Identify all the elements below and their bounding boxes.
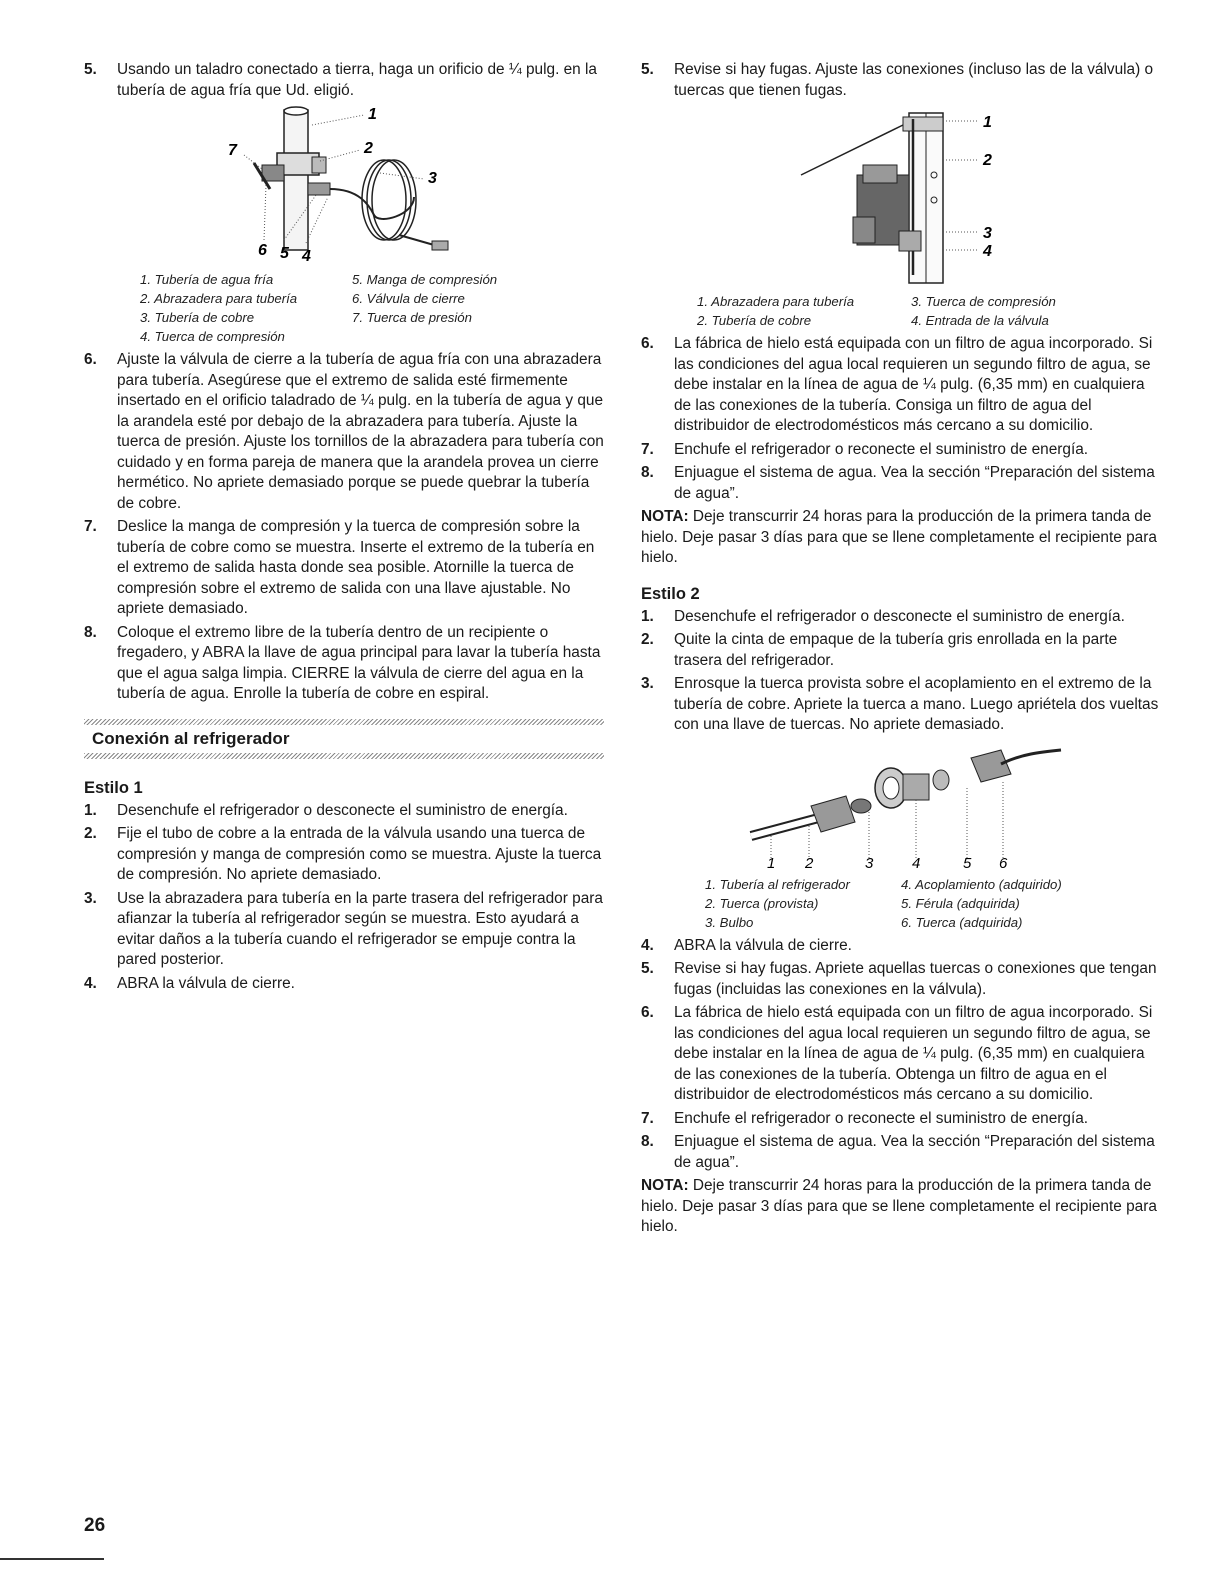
step-number: 5.: [641, 960, 654, 977]
instruction-step: [84, 350, 604, 514]
step-number: 1.: [641, 607, 654, 625]
step-number: 1.: [84, 801, 97, 819]
figure-callout: 1: [767, 854, 776, 870]
step-text: ABRA la válvula de cierre.: [117, 974, 295, 992]
step-text: La fábrica de hielo está equipada con un filtro de agua incorporado. Si las condiciones del agua local requieren un segundo filtro de agua, se debe instalar en la línea de agua de ¼ pulg. (6,35 mm) en cualquiera de las conexiones de la tubería. Consiga un filtro de agua del distribuidor de electrodomésticos más cercano a su domicilio.: [674, 335, 1153, 434]
figure-callout: 1: [368, 106, 377, 123]
step-text: Enchufe el refrigerador o reconecte el suministro de energía.: [674, 1109, 1089, 1127]
figure-caption: 4. Tuerca de compresión: [140, 329, 285, 344]
step-text: Enchufe el refrigerador o reconecte el suministro de energía.: [674, 440, 1089, 458]
step-text: ABRA la válvula de cierre.: [674, 936, 852, 954]
instruction-step: [84, 801, 604, 822]
step-number: 6.: [84, 351, 97, 368]
note-label: NOTA:: [641, 508, 689, 525]
figure-caption: 4. Acoplamiento (adquirido): [901, 876, 1062, 892]
instruction-step: [641, 463, 1161, 504]
instruction-step: [641, 959, 1161, 1000]
figure-caption: 3. Bulbo: [705, 914, 754, 930]
figure-captions: [641, 875, 1161, 932]
figure-callout: 2: [364, 140, 373, 157]
instruction-step: [641, 936, 1161, 957]
figure-callout: 6: [999, 854, 1008, 870]
instruction-step: [641, 630, 1161, 671]
step-text: Enjuague el sistema de agua. Vea la sección “Preparación del sistema de agua”.: [674, 464, 1155, 502]
instruction-step: [84, 60, 604, 101]
step-number: 8.: [84, 623, 97, 641]
instruction-step: [641, 440, 1161, 461]
figure-caption: 1. Tubería al refrigerador: [705, 876, 850, 892]
note-text: Deje transcurrir 24 horas para la producción de la primera tanda de hielo. Deje pasar 3 días para que se llene completamente el recipiente para hielo.: [641, 1177, 1157, 1235]
figure-caption: 2. Tubería de cobre: [697, 313, 812, 328]
instruction-step: [84, 889, 604, 971]
note-text: Deje transcurrir 24 horas para la producción de la primera tanda de hielo. Deje pasar 3 días para que se llene completamente el recipiente para hielo.: [641, 508, 1157, 566]
step-number: 8.: [641, 464, 654, 481]
step-text: Enjuague el sistema de agua. Vea la sección “Preparación del sistema de agua”.: [674, 1133, 1155, 1171]
figure-caption: 7. Tuerca de presión: [352, 310, 472, 325]
page-number: 26: [84, 1515, 106, 1536]
section-title: Conexión al refrigerador: [92, 728, 290, 748]
step-number: 6.: [641, 335, 654, 352]
figure-callout: 5: [280, 245, 289, 262]
instruction-step: [84, 623, 604, 705]
figure-captions: [641, 292, 1161, 330]
step-number: 8.: [641, 1133, 654, 1150]
figure-callout: 4: [983, 243, 992, 260]
instruction-step: [641, 334, 1161, 437]
figure-callout: 2: [983, 152, 992, 169]
figure-caption: 3. Tuerca de compresión: [911, 294, 1056, 309]
step-text: Desenchufe el refrigerador o desconecte el suministro de energía.: [674, 607, 1125, 625]
step-number: 7.: [84, 518, 97, 535]
step-text: Deslice la manga de compresión y la tuerca de compresión sobre la tubería de cobre como se muestra. Inserte el extremo de la tubería en el extremo de salida hasta donde sea posible. Atornille la tuerca de compresión sobre el extremo de salida con una llave ajustable. No apriete demasiado.: [117, 518, 595, 617]
step-number: 4.: [84, 974, 97, 992]
step-text: Quite la cinta de empaque de la tubería gris enrollada en la parte trasera del refrigerador.: [674, 631, 1118, 669]
figure-callout: 4: [302, 248, 311, 265]
figure-caption: 1. Tubería de agua fría: [140, 272, 274, 287]
section-header: [84, 719, 604, 759]
step-number: 7.: [641, 1109, 654, 1127]
instruction-step: [641, 674, 1161, 736]
figure-captions: [84, 270, 604, 346]
step-number: 6.: [641, 1004, 654, 1021]
step-number: 2.: [641, 631, 654, 648]
note-paragraph: [641, 1176, 1161, 1238]
step-number: 3.: [641, 675, 654, 692]
instruction-step: [641, 1132, 1161, 1173]
step-text: Coloque el extremo libre de la tubería dentro de un recipiente o fregadero, y ABRA la llave de agua principal para lavar la tubería hasta que el agua salga limpia. CIERRE la válvula de cierre del agua en la tubería de agua. Enrolle la tubería de cobre en espiral.: [117, 623, 601, 702]
figure-callout: 2: [805, 854, 814, 870]
step-text: Revise si hay fugas. Apriete aquellas tuercas o conexiones que tengan fugas (incluidas las conexiones en la válvula).: [674, 960, 1157, 998]
instruction-step: [641, 1109, 1161, 1130]
figure-callout: 4: [912, 854, 921, 870]
note-label: NOTA:: [641, 1177, 689, 1194]
figure-caption: 4. Entrada de la válvula: [911, 313, 1049, 328]
figure-callout: 6: [258, 242, 267, 259]
valve-inlet-figure: [641, 105, 1161, 330]
instruction-step: [641, 1003, 1161, 1106]
step-text: Revise si hay fugas. Ajuste las conexiones (incluso las de la válvula) o tuercas que tienen fugas.: [674, 61, 1154, 99]
step-number: 2.: [84, 825, 97, 842]
right-column: [641, 60, 1161, 1241]
subsection-heading: Estilo 2: [641, 584, 700, 603]
instruction-step: [84, 824, 604, 886]
step-text: Use la abrazadera para tubería en la parte trasera del refrigerador para afianzar la tubería al refrigerador según se muestra. Esto ayudará a evitar daños a la tubería cuando el refrigerador se empuje contra la pared posterior.: [117, 889, 603, 968]
figure-caption: 2. Tuerca (provista): [705, 895, 819, 911]
valve-inlet-illustration: [641, 105, 1161, 287]
figure-caption: 1. Abrazadera para tubería: [697, 294, 855, 309]
figure-caption: 5. Manga de compresión: [352, 272, 498, 287]
figure-caption: 3. Tubería de cobre: [140, 310, 255, 325]
subsection-heading: Estilo 1: [84, 778, 143, 797]
left-column: [84, 60, 604, 997]
figure-callout: 5: [963, 854, 972, 870]
figure-callout: 3: [865, 854, 874, 870]
note-paragraph: [641, 507, 1161, 569]
figure-caption: 6. Tuerca (adquirida): [901, 914, 1023, 930]
instruction-step: [84, 974, 604, 995]
figure-caption: 2. Abrazadera para tubería: [140, 291, 298, 306]
step-text: Ajuste la válvula de cierre a la tubería de agua fría con una abrazadera para tubería. Asegúrese que el extremo de salida esté firmemente insertado en el orificio taladrado de ¼ pulg. en la tubería de agua y que la arandela esté por debajo de la abrazadera para tubería. Ajuste la tuerca de presión. Ajuste los tornillos de la abrazadera para tubería con cuidado y en forma pareja de manera que la arandela provea un cierre hermético. No apriete demasiado porque se puede quebrar la tubería de cobre.: [117, 351, 604, 512]
step-number: 5.: [84, 61, 97, 78]
instruction-step: [84, 517, 604, 620]
step-text: Fije el tubo de cobre a la entrada de la válvula usando una tuerca de compresión y manga de compresión como se muestra. Ajuste la tuerca de compresión. No apriete demasiado.: [117, 825, 602, 883]
coupling-figure: [641, 740, 1161, 932]
footer-rule: [0, 1558, 104, 1560]
step-text: Usando un taladro conectado a tierra, haga un orificio de ¼ pulg. en la tubería de agua fría que Ud. eligió.: [117, 61, 597, 99]
step-number: 4.: [641, 936, 654, 954]
instruction-step: [641, 60, 1161, 101]
figure-callout: 1: [983, 114, 992, 131]
step-text: Enrosque la tuerca provista sobre el acoplamiento en el extremo de la tubería de cobre. Apriete la tuerca a mano. Luego apriétela dos vueltas con una llave de tuercas. No apriete demasiado.: [674, 675, 1159, 733]
step-number: 3.: [84, 889, 97, 907]
instruction-step: [641, 607, 1161, 628]
figure-caption: 5. Férula (adquirida): [901, 895, 1020, 911]
shutoff-valve-illustration: [84, 105, 604, 265]
step-number: 5.: [641, 61, 654, 78]
figure-callout: 3: [983, 225, 992, 242]
step-number: 7.: [641, 440, 654, 458]
section-divider: [84, 753, 604, 759]
coupling-illustration: [641, 740, 1161, 870]
figure-callout: 7: [228, 142, 237, 159]
step-text: Desenchufe el refrigerador o desconecte el suministro de energía.: [117, 801, 568, 819]
figure-caption: 6. Válvula de cierre: [352, 291, 465, 306]
shutoff-valve-figure: [84, 105, 604, 346]
step-text: La fábrica de hielo está equipada con un filtro de agua incorporado. Si las condiciones del agua local requieren un segundo filtro de agua, se debe instalar en la línea de agua de ¼ pulg. (6,35 mm) en cualquiera de las conexiones de la tubería. Obtenga un filtro de agua en el distribuidor de electrodomésticos más cercano a su domicilio.: [674, 1004, 1153, 1103]
figure-callout: 3: [428, 170, 437, 187]
